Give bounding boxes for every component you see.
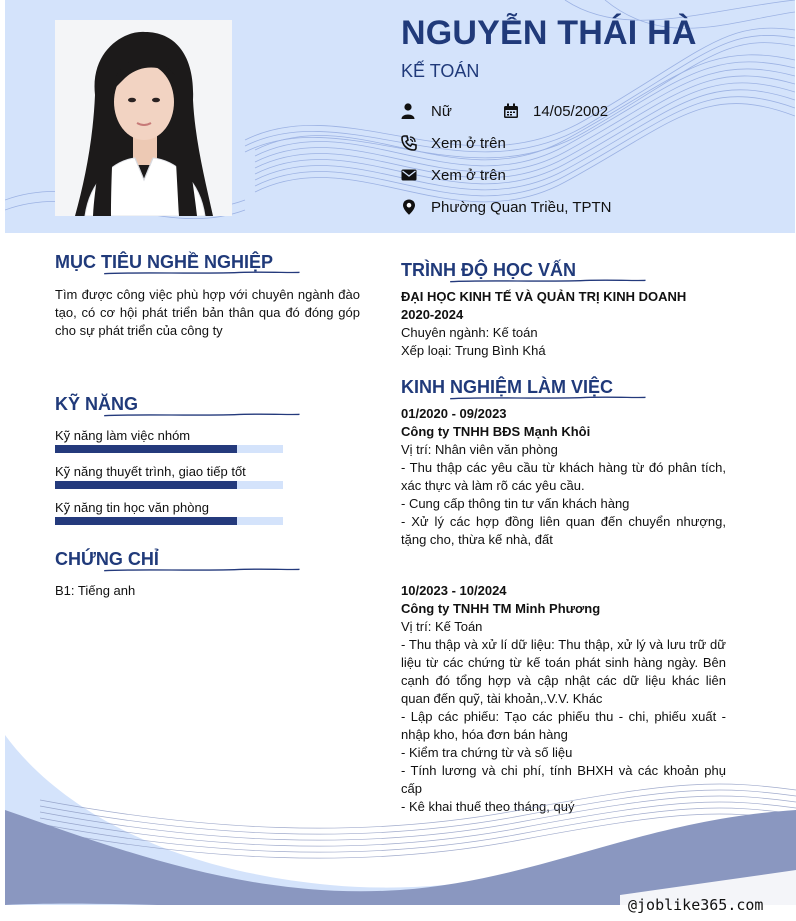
phone-value: Xem ở trên bbox=[431, 135, 506, 152]
section-title-experience: KINH NGHIỆM LÀM VIỆC bbox=[401, 377, 614, 397]
job-company: Công ty TNHH TM Minh Phương bbox=[401, 601, 601, 616]
section-underline bbox=[55, 568, 350, 572]
skill-bar-fill bbox=[55, 517, 237, 525]
job-title: KẾ TOÁN bbox=[401, 61, 480, 81]
gender-value: Nữ bbox=[431, 103, 452, 120]
section-title-skills: KỸ NĂNG bbox=[55, 394, 139, 414]
skill-label: Kỹ năng tin học văn phòng bbox=[55, 500, 209, 515]
watermark-text: @joblike365.com bbox=[628, 896, 764, 914]
job-position: Vị trí: Kế Toán bbox=[401, 619, 483, 634]
profile-photo bbox=[55, 20, 232, 216]
job-duty: - Lập các phiếu: Tạo các phiếu thu - chi, phiếu xuất - nhập kho, hóa đơn bán hàng bbox=[401, 709, 726, 742]
address-value: Phường Quan Triều, TPTN bbox=[431, 199, 612, 216]
phone-icon bbox=[401, 135, 417, 151]
job-duty: - Cung cấp thông tin tư vấn khách hàng bbox=[401, 496, 630, 511]
skill-bar bbox=[55, 517, 283, 525]
job-period: 10/2023 - 10/2024 bbox=[401, 583, 507, 598]
job-duty: - Thu thập và xử lí dữ liệu: Thu thập, xử lý và lưu trữ dữ liệu từ các chứng từ kế toán phát sinh hàng ngày. Bên cạnh đó tổng hợp và cập nhật các dữ liệu khác liên quan đến quỹ, tài khoản,.V.V. Khác bbox=[401, 637, 726, 706]
skill-bar bbox=[55, 445, 283, 453]
education-block bbox=[401, 288, 731, 360]
skill-bar bbox=[55, 481, 283, 489]
section-underline bbox=[401, 279, 696, 283]
skill-bar-fill bbox=[55, 445, 237, 453]
objective-text: Tìm được công việc phù hợp với chuyên ngành đào tạo, có cơ hội phát triển bản thân qua đó đóng góp cho sự phát triển của công ty bbox=[55, 287, 360, 338]
section-underline bbox=[55, 413, 350, 417]
job-duty: - Kiểm tra chứng từ và số liệu bbox=[401, 745, 573, 760]
job-company: Công ty TNHH BĐS Mạnh Khôi bbox=[401, 424, 591, 439]
job-position: Vị trí: Nhân viên văn phòng bbox=[401, 442, 558, 457]
job-entry bbox=[401, 405, 726, 549]
candidate-name: NGUYỄN THÁI HÀ bbox=[401, 14, 697, 52]
section-title-objective: MỤC TIÊU NGHỀ NGHIỆP bbox=[55, 252, 274, 272]
section-title-certificates: CHỨNG CHỈ bbox=[55, 549, 159, 569]
job-duty: - Kê khai thuế theo tháng, quý bbox=[401, 799, 575, 814]
skill-bar-fill bbox=[55, 481, 237, 489]
person-icon bbox=[401, 103, 417, 119]
education-rank: Xếp loại: Trung Bình Khá bbox=[401, 343, 546, 358]
section-title-education: TRÌNH ĐỘ HỌC VẤN bbox=[401, 260, 576, 280]
job-duty: - Xử lý các hợp đồng liên quan đến chuyển nhượng, tặng cho, thừa kế nhà, đất bbox=[401, 514, 726, 547]
section-underline bbox=[55, 271, 350, 275]
job-period: 01/2020 - 09/2023 bbox=[401, 406, 507, 421]
school-name: ĐẠI HỌC KINH TẾ VÀ QUẢN TRỊ KINH DOANH bbox=[401, 289, 687, 304]
birthdate-value: 14/05/2002 bbox=[533, 103, 609, 120]
skill-label: Kỹ năng làm việc nhóm bbox=[55, 428, 191, 443]
calendar-icon bbox=[503, 103, 519, 119]
job-duty: - Thu thập các yêu cầu từ khách hàng từ đó phân tích, xác thực và làm rõ các yêu cầu. bbox=[401, 460, 726, 493]
email-value: Xem ở trên bbox=[431, 167, 506, 184]
job-duty: - Tính lương và chi phí, tính BHXH và các khoản phụ cấp bbox=[401, 763, 726, 796]
certificate-item: B1: Tiếng anh bbox=[55, 583, 136, 598]
education-years: 2020-2024 bbox=[401, 307, 464, 322]
envelope-icon bbox=[401, 167, 417, 183]
education-major: Chuyên ngành: Kế toán bbox=[401, 325, 538, 340]
map-pin-icon bbox=[401, 199, 417, 215]
footer-wave-decoration bbox=[0, 700, 796, 921]
section-underline bbox=[401, 396, 696, 400]
skill-label: Kỹ năng thuyết trình, giao tiếp tốt bbox=[55, 464, 246, 479]
